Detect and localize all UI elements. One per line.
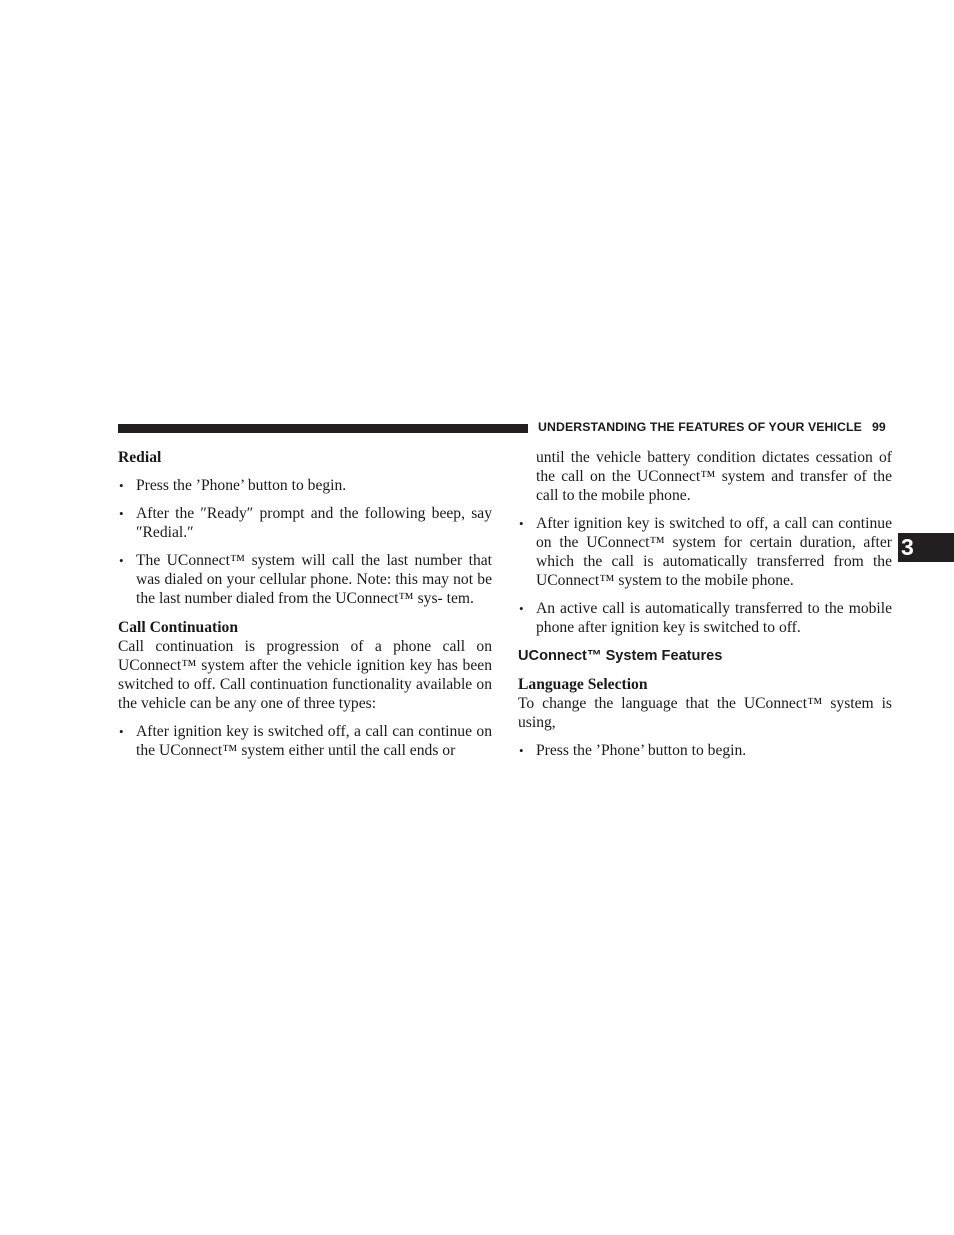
call-continuation-text: Call continuation is progression of a phone call on UConnect™ system after the vehicle ignition key has been switched to off. Call continuation functionality available on the vehicle can be any one of three types:	[118, 638, 492, 712]
page-number: 99	[871, 420, 886, 434]
chapter-tab: 3	[898, 533, 954, 562]
header-rule	[118, 424, 528, 433]
list-item: • After ignition key is switched off, a call can continue on the UConnect™ system either until the call ends or	[119, 723, 492, 759]
call-continuation-heading: Call Continuation	[118, 619, 239, 636]
bullet-icon: •	[519, 516, 524, 531]
call-continuation-list-continued	[518, 514, 892, 637]
bullet-icon: •	[119, 553, 124, 568]
left-column	[118, 448, 492, 760]
list-item: • After ignition key is switched to off, a call can continue on the UConnect™ system for certain duration, after which the call is automatically transferred from the UConnect™ system to the mobile phone.	[519, 515, 892, 589]
bullet-icon: •	[519, 743, 524, 758]
list-item: • After the ″Ready″ prompt and the following beep, say ″Redial.″	[119, 505, 492, 541]
bullet-icon: •	[119, 478, 124, 493]
features-heading: UConnect™ System Features	[518, 648, 723, 664]
language-list	[518, 741, 892, 760]
continued-text: until the vehicle battery condition dictates cessation of the call on the UConnect™ system and transfer of the call to the mobile phone.	[536, 449, 892, 504]
call-continuation-list	[118, 722, 492, 760]
redial-list	[118, 476, 492, 608]
list-item: • An active call is automatically transferred to the mobile phone after ignition key is switched to off.	[519, 600, 892, 636]
header-title: UNDERSTANDING THE FEATURES OF YOUR VEHICLE	[538, 420, 862, 434]
bullet-icon: •	[119, 724, 124, 739]
list-item: • Press the ’Phone’ button to begin.	[519, 742, 747, 759]
bullet-icon: •	[119, 506, 124, 521]
language-text: To change the language that the UConnect™ system is using,	[518, 695, 892, 731]
list-item: • Press the ’Phone’ button to begin.	[119, 477, 347, 494]
redial-heading: Redial	[118, 449, 162, 466]
running-header	[538, 420, 886, 434]
list-item: • The UConnect™ system will call the last number that was dialed on your cellular phone. Note: this may not be the last number dialed from the UConnect™ sys- tem.	[119, 552, 492, 607]
language-heading: Language Selection	[518, 676, 648, 693]
right-column	[518, 448, 892, 760]
bullet-icon: •	[519, 601, 524, 616]
